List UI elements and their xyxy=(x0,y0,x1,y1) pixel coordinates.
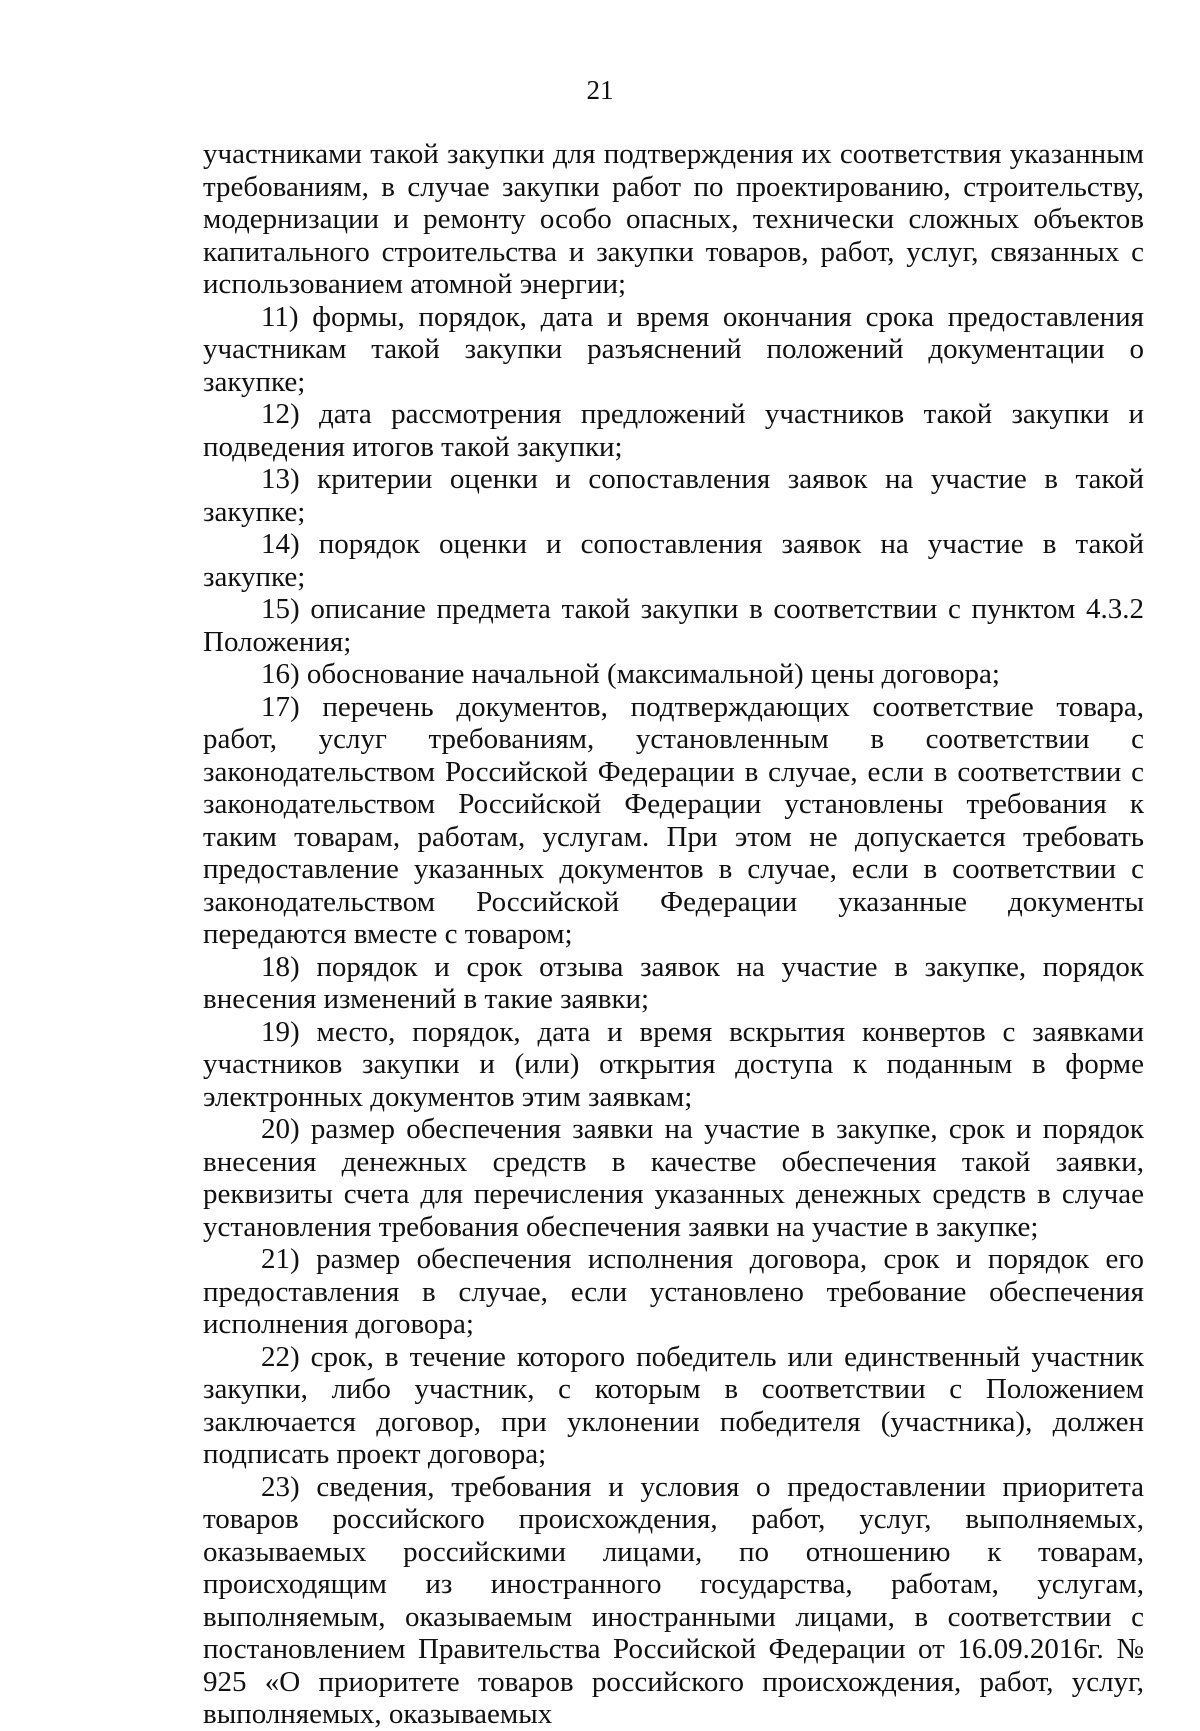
list-item-17: 17) перечень документов, подтверждающих соответствие товара, работ, услуг требованиям, установленным в соответствии с законодательством Российской Федерации в случае, если в соответствии с законодательством Российской Федерации установлены требования к таким товарам, работам, услугам. При этом не допускается требовать предоставление указанных документов в случае, если в соответствии с законодательством Российской Федерации указанные документы передаются вместе с товаром; xyxy=(203,690,1144,950)
list-item-23: 23) сведения, требования и условия о предоставлении приоритета товаров российского происхождения, работ, услуг, выполняемых, оказываемых российскими лицами, по отношению к товарам, происходящим из иностранного государства, работам, услугам, выполняемым, оказываемым иностранными лицами, в соответствии с постановлением Правительства Российской Федерации от 16.09.2016г. № 925 «О приоритете товаров российского происхождения, работ, услуг, выполняемых, оказываемых xyxy=(203,1470,1144,1730)
list-item-13: 13) критерии оценки и сопоставления заявок на участие в такой закупке; xyxy=(203,463,1144,528)
list-item-11: 11) формы, порядок, дата и время окончания срока предоставления участникам такой закупки разъяснений положений документации о закупке; xyxy=(203,300,1144,398)
list-item-15: 15) описание предмета такой закупки в соответствии с пунктом 4.3.2 Положения; xyxy=(203,593,1144,658)
list-item-14: 14) порядок оценки и сопоставления заявок на участие в такой закупке; xyxy=(203,528,1144,593)
list-item-21: 21) размер обеспечения исполнения договора, срок и порядок его предоставления в случае, если установлено требование обеспечения исполнения договора; xyxy=(203,1243,1144,1340)
list-item-20: 20) размер обеспечения заявки на участие в закупке, срок и порядок внесения денежных средств в качестве обеспечения такой заявки, реквизиты счета для перечисления указанных денежных средств в случае установления требования обеспечения заявки на участие в закупке; xyxy=(203,1113,1144,1243)
list-item-18: 18) порядок и срок отзыва заявок на участие в закупке, порядок внесения изменений в такие заявки; xyxy=(203,950,1144,1015)
list-item-16: 16) обоснование начальной (максимальной) цены договора; xyxy=(261,658,1000,690)
document-body xyxy=(203,138,1144,1731)
paragraph-continuation: участниками такой закупки для подтверждения их соответствия указанным требованиям, в случае закупки работ по проектированию, строительству, модернизации и ремонту особо опасных, технически сложных объектов капитального строительства и закупки товаров, работ, услуг, связанных с использованием атомной энергии; xyxy=(203,138,1144,300)
page-number: 21 xyxy=(586,75,614,105)
list-item-19: 19) место, порядок, дата и время вскрытия конвертов с заявками участников закупки и (или) открытия доступа к поданным в форме электронных документов этим заявкам; xyxy=(203,1015,1144,1113)
list-item-22: 22) срок, в течение которого победитель или единственный участник закупки, либо участник, с которым в соответствии с Положением заключается договор, при уклонении победителя (участника), должен подписать проект договора; xyxy=(203,1340,1144,1470)
list-item-12: 12) дата рассмотрения предложений участников такой закупки и подведения итогов такой закупки; xyxy=(203,398,1144,463)
